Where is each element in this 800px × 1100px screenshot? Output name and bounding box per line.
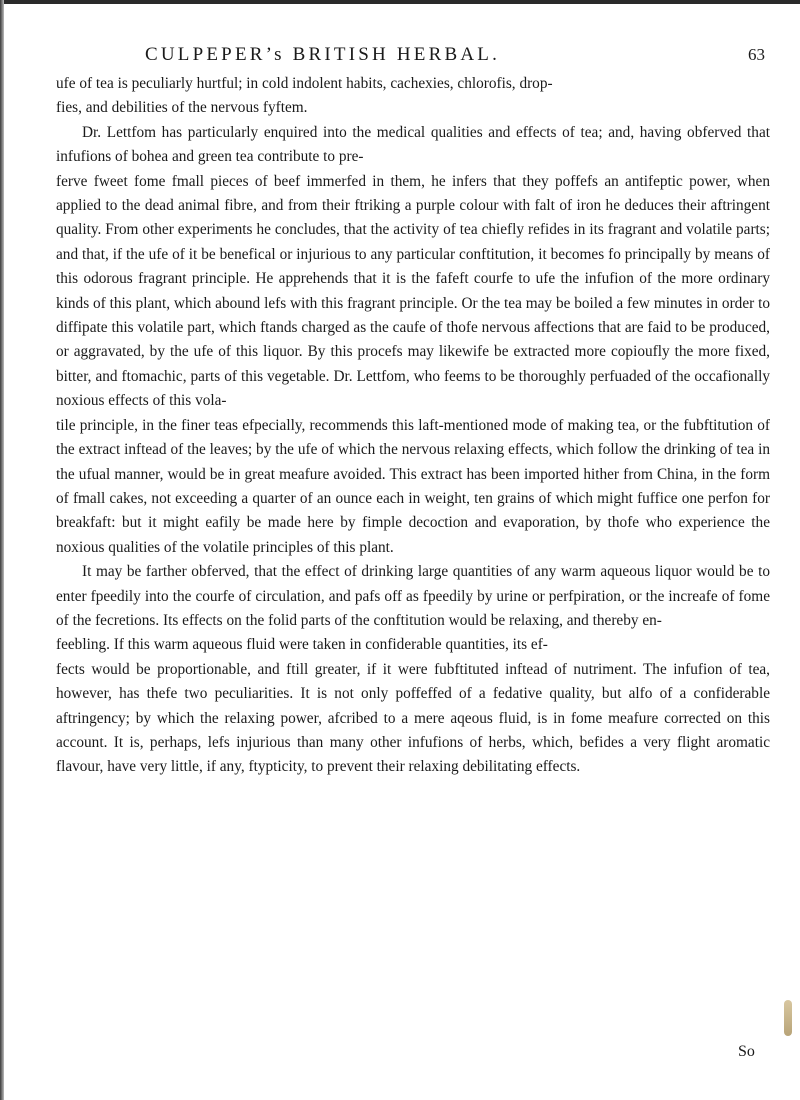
- body-text: [56, 72, 770, 780]
- margin-stain: [784, 1000, 792, 1036]
- paragraph-2: Dr. Lettfom has particularly enquired into the medical qualities and effects of tea; and, having obferved that infufions of bohea and green tea contribute to pre- ferve fweet fome fmall pieces of beef immerfed in them, he infers that they poffefs an antifeptic power, when applied to the dead animal fibre, and from their ftriking a purple colour with falt of iron he deduces their aftringent quality. From other experiments he concludes, that the activity of tea chiefly refides in its fragrant and volatile parts; and that, if the ufe of it be benefical or injurious to any particular conftitution, it becomes fo principally by means of this odorous fragrant principle. He apprehends that it is the fafeft courfe to ufe the infufion of the more ordinary kinds of this plant, which abound lefs with this fragrant principle. Or the tea may be boiled a few minutes in order to diffipate this volatile part, which ftands charged as the caufe of thofe nervous affections that are faid to be produced, or aggravated, by the ufe of this liquor. By this procefs may likewife be extracted more copioufly the more fixed, bitter, and ftomachic, parts of this vegetable. Dr. Lettfom, who feems to be thoroughly perfuaded of the occafionally noxious effects of this vola- tile principle, in the finer teas efpecially, recommends this laft-mentioned mode of making tea, or the fubftitution of the extract inftead of the leaves; by the ufe of which the nervous relaxing effects, which follow the drinking of tea in the ufual manner, would be in great meafure avoided. This extract has been imported hither from China, in the form of fmall cakes, not exceeding a quarter of an ounce each in weight, ten grains of which might fuffice one perfon for breakfaft: but it might eafily be made here by fimple decoction and evaporation, by thofe who experience the noxious qualities of the volatile principles of this plant.: [56, 123, 770, 556]
- paragraph-3: It may be farther obferved, that the effect of drinking large quantities of any warm aqueous liquor would be to enter fpeedily into the courfe of circulation, and pafs off as fpeedily by urine or perfpiration, or the increafe of fome of the fecretions. Its effects on the folid parts of the conftitution would be relaxing, and thereby en- feebling. If this warm aqueous fluid were taken in confiderable quantities, its ef- fects would be proportionable, and ftill greater, if it were fubftituted inftead of nutriment. The infufion of tea, however, has thefe two peculiarities. It is not only poffeffed of a fedative quality, but alfo of a confiderable aftringency; by which the relaxing power, afcribed to a mere aqeous fluid, is in fome meafure corrected on this account. It is, perhaps, lefs injurious than many other infufions of herbs, which, befides a very flight aromatic flavour, have very little, if any, ftypticity, to prevent their relaxing debilitating effects.: [56, 563, 770, 776]
- paragraph-1: ufe of tea is peculiarly hurtful; in cold indolent habits, cachexies, chlorofis, drop- fies, and debilities of the nervous fyftem.: [56, 75, 553, 117]
- page-edge-top: [0, 0, 800, 4]
- page-header: [145, 44, 765, 74]
- catchword: So: [738, 1043, 755, 1060]
- running-head: CULPEPER’s BRITISH HERBAL.: [145, 44, 501, 65]
- page-edge-left: [0, 0, 4, 1100]
- page-number: 63: [748, 45, 765, 64]
